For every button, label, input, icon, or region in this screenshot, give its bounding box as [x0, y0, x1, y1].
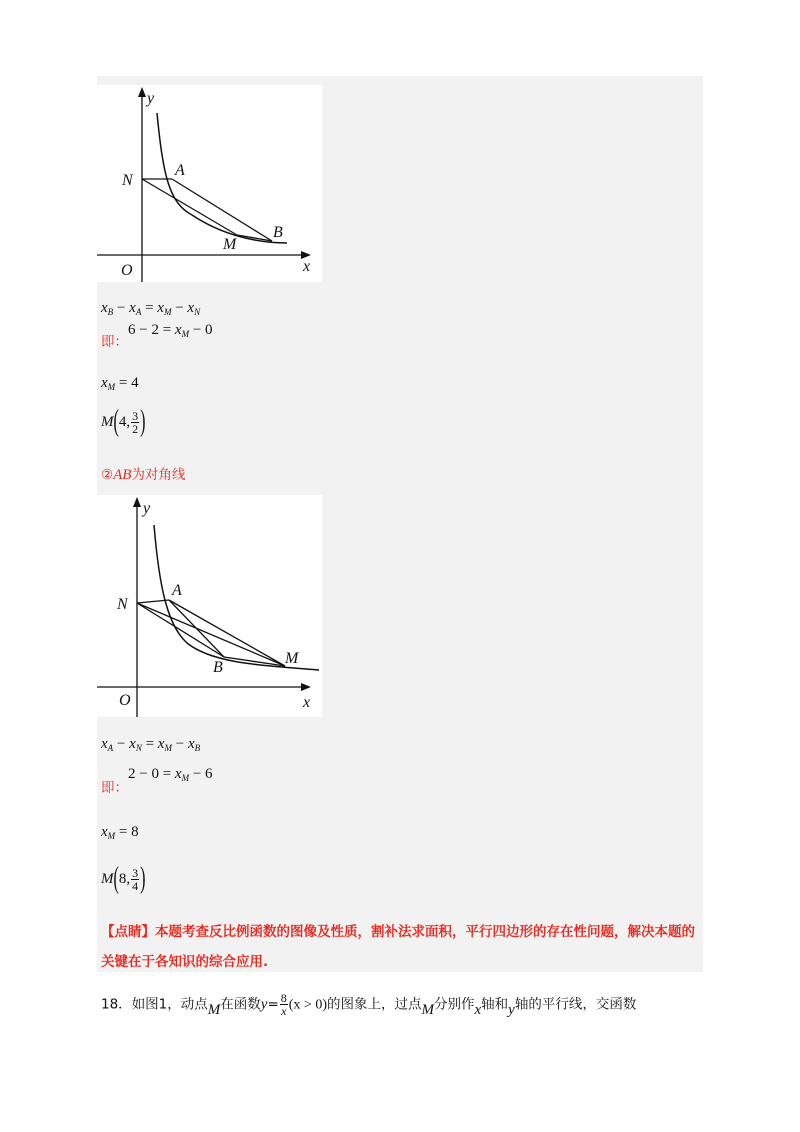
question-text-2: 在函数	[220, 996, 261, 1013]
case2-heading-text: 为对角线	[131, 467, 186, 483]
case2-heading	[101, 463, 185, 484]
question-x: x	[474, 1001, 482, 1018]
question-text-1: 如图1，动点	[131, 996, 208, 1013]
fig1-label-o: O	[121, 262, 133, 279]
case2-m-x: 8	[118, 870, 127, 887]
question-m-2: M	[421, 1001, 434, 1018]
case1-ji-label: 即：	[101, 334, 128, 350]
fig2-label-a: A	[172, 582, 182, 599]
question-text-5: 轴和	[481, 996, 509, 1013]
question-m-1: M	[207, 1001, 221, 1018]
question-text-3: 的图象上，过点	[327, 996, 422, 1013]
case2-ab: AB	[113, 467, 132, 483]
case1-m-num: 3	[132, 409, 139, 423]
case2-xm-value: 8	[131, 824, 139, 840]
case1-line1: $x_B - x_A = x_M - x_N$	[101, 300, 201, 317]
fig2-label-y: y	[143, 500, 151, 517]
fig2-label-b: B	[213, 659, 223, 676]
fig2-label-n: N	[117, 596, 128, 613]
case1-xm-value: 4	[131, 375, 139, 391]
fig2-label-m: M	[285, 650, 299, 667]
fig2-label-o: O	[119, 692, 131, 709]
figure-2	[97, 495, 322, 717]
question-18: 18．如图1，动点M在函数y= $\frac{8}{x}$ (x > 0)的图象上，过点M分别作x轴和y轴的平行线，交函数	[101, 991, 637, 1018]
case2-ji-label: 即：	[101, 780, 128, 796]
question-text-6: 轴的平行线，交函数	[514, 996, 637, 1013]
case2-circled-number: ②	[101, 467, 114, 483]
case2-m-num: 3	[132, 866, 139, 880]
fig2-label-x: x	[303, 694, 311, 711]
fig1-label-y: y	[147, 90, 155, 107]
key-point-comment: 【点睛】本题考查反比例函数的图像及性质，割补法求面积，平行四边形的存在性问题，解决本题的关键在于各知识的综合应用.	[101, 924, 695, 970]
case2-m-den: 4	[132, 879, 139, 893]
question-func-y: y	[260, 996, 268, 1013]
question-func-den: x	[281, 1004, 287, 1018]
question-text-4: 分别作	[434, 996, 475, 1013]
question-number: 18．	[101, 996, 132, 1013]
figure-1	[97, 85, 322, 282]
question-func-num: 8	[280, 991, 287, 1005]
fig1-label-m: M	[223, 236, 237, 253]
question-cond: (x > 0)	[288, 997, 327, 1013]
case2-point-m: M(8, $\frac{3}{4}$ )	[101, 862, 146, 895]
case1-m-den: 2	[132, 422, 139, 436]
case1-m-x: 4	[118, 413, 127, 430]
case1-equation: $6 - 2 = x_M - 0$	[128, 322, 213, 339]
case1-xm: $x_M = 4$	[101, 375, 139, 392]
fig1-label-n: N	[122, 172, 133, 189]
fig1-label-b: B	[273, 224, 283, 241]
fig1-label-x: x	[303, 258, 311, 275]
case1-point-m: M(4, $\frac{3}{2}$ )	[101, 405, 146, 438]
question-y: y	[508, 1001, 515, 1018]
case2-line1: $x_A - x_N = x_M - x_B$	[101, 736, 201, 753]
case2-xm: $x_M = 8$	[101, 824, 139, 841]
case2-equation: $2 - 0 = x_M - 6$	[128, 766, 213, 783]
fig1-label-a: A	[175, 162, 185, 179]
